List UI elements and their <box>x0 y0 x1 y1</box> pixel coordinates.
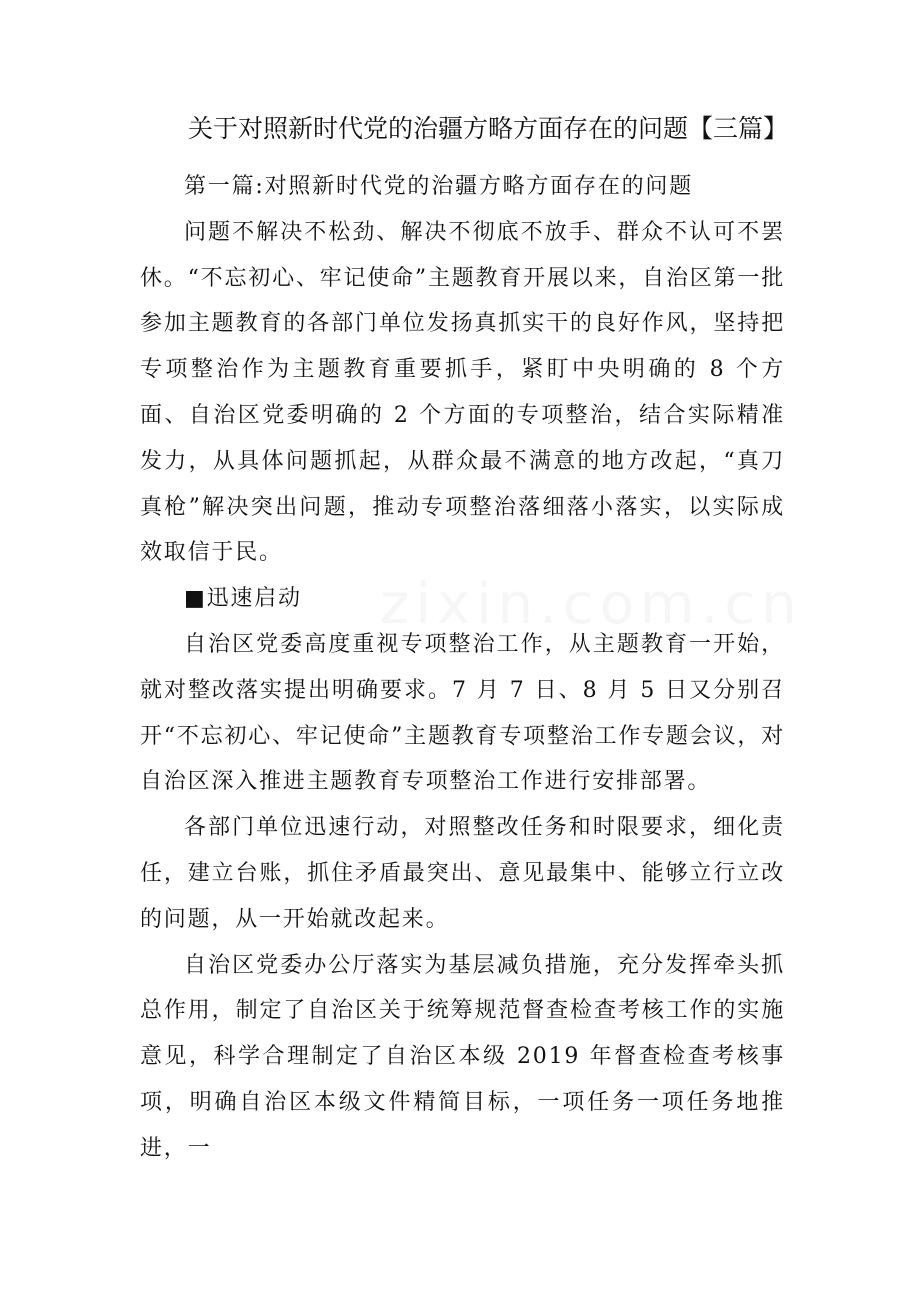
paragraph: 各部门单位迅速行动，对照整改任务和时限要求，细化责任，建立台账，抓住矛盾最突出、意见最集中、能够立行立改的问题，从一开始就改起来。 <box>140 815 785 932</box>
document-title: 关于对照新时代党的治疆方略方面存在的问题【三篇】 <box>188 114 789 143</box>
paragraph: 问题不解决不松劲、解决不彻底不放手、群众不认可不罢休。“不忘初心、牢记使命”主题教育开展以来，自治区第一批参加主题教育的各部门单位发扬真抓实干的良好作风，坚持把专项整治作为主题教育重要抓手，紧盯中央明确的 8 个方面、自治区党委明确的 2 个方面的专项整治，结合实际精准发力，从具体问题抓起，从群众最不满意的地方改起，“真刀真枪”解决突出问题，推动专项整治落细落小落实，以实际成效取信于民。 <box>140 219 785 566</box>
watermark: zixin.com.cn <box>380 572 803 637</box>
subsection-heading: ■迅速启动 <box>184 586 302 612</box>
paragraph: 自治区党委高度重视专项整治工作，从主题教育一开始，就对整改落实提出明确要求。7 月 7 日、8 月 5 日又分别召开“不忘初心、牢记使命”主题教育专项整治工作专题会议，对自治区深入推进主题教育专项整治工作进行安排部署。 <box>140 631 785 795</box>
paragraph: 自治区党委办公厅落实为基层减负措施，充分发挥牵头抓总作用，制定了自治区关于统筹规范督查检查考核工作的实施意见，科学合理制定了自治区本级 2019 年督查检查考核事项，明确自治区本级文件精简目标，一项任务一项任务地推进，一 <box>140 952 785 1161</box>
section-heading: 第一篇:对照新时代党的治疆方略方面存在的问题 <box>184 174 694 199</box>
document-body <box>140 164 785 1172</box>
